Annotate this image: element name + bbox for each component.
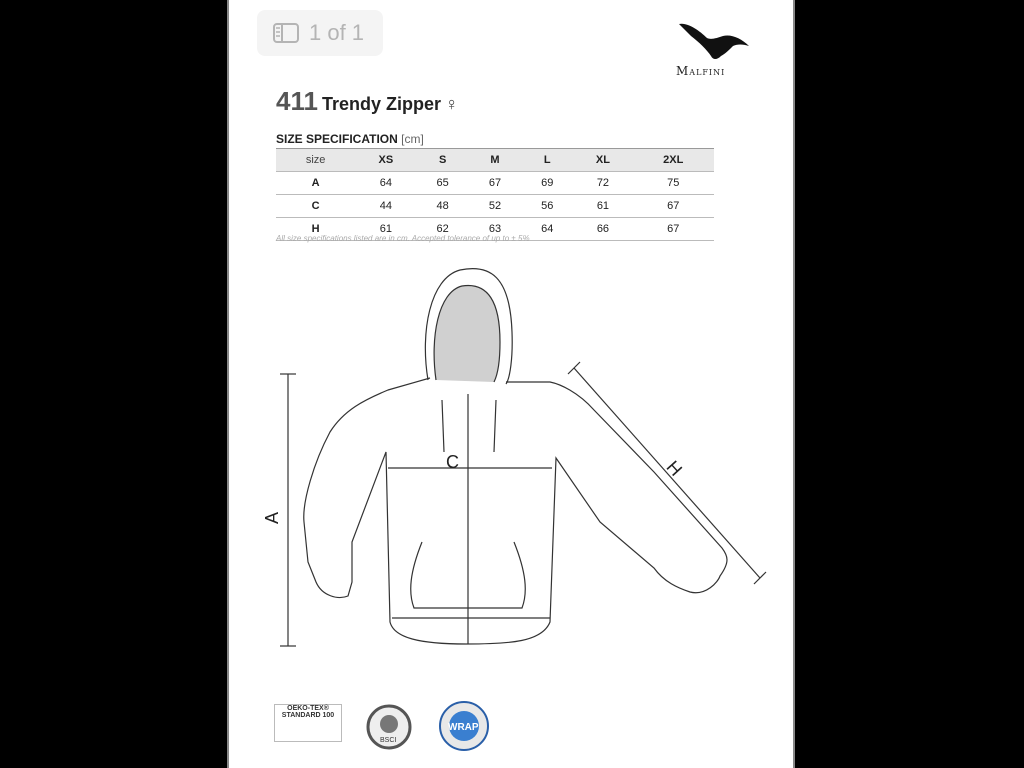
spec-unit: [cm] <box>401 132 424 146</box>
body-outline <box>304 378 727 644</box>
dimension-a-label: A <box>262 511 282 524</box>
table-cell: 56 <box>521 195 573 218</box>
product-title <box>276 86 458 117</box>
table-cell: 48 <box>416 195 468 218</box>
table-cell: 62 <box>416 218 468 241</box>
page-indicator[interactable] <box>257 10 383 56</box>
oeko-line2: STANDARD 100 <box>281 712 335 719</box>
table-cell: 65 <box>416 172 468 195</box>
female-symbol-icon: ♀ <box>444 94 459 114</box>
header-cell: XS <box>355 149 416 172</box>
table-cell: C <box>276 195 355 218</box>
size-table-header <box>276 149 714 172</box>
bsci-label: BSCI <box>380 737 397 744</box>
wrap-label: WRAP <box>448 722 479 733</box>
size-spec-heading <box>276 132 424 146</box>
table-cell: 67 <box>469 172 521 195</box>
table-cell: 64 <box>355 172 416 195</box>
table-cell: 69 <box>521 172 573 195</box>
table-cell: 75 <box>632 172 714 195</box>
table-cell: 64 <box>521 218 573 241</box>
brand-name: Malfini <box>676 64 726 78</box>
table-cell: 44 <box>355 195 416 218</box>
table-cell: 61 <box>573 195 632 218</box>
table-cell: 63 <box>469 218 521 241</box>
drawstring-right <box>494 400 496 452</box>
header-cell: L <box>521 149 573 172</box>
header-cell: XL <box>573 149 632 172</box>
jacket-diagram <box>260 262 780 652</box>
tolerance-note: All size specifications listed are in cm. Accepted tolerance of up to ± 5% <box>276 234 530 243</box>
table-cell: 66 <box>573 218 632 241</box>
table-row <box>276 172 714 195</box>
table-cell: H <box>276 218 355 241</box>
size-table <box>276 148 714 241</box>
spec-heading-text: SIZE SPECIFICATION <box>276 132 398 146</box>
wrap-badge-icon <box>436 700 492 752</box>
page-indicator-text: 1 of 1 <box>309 20 365 45</box>
table-cell: 67 <box>632 218 714 241</box>
table-cell: 72 <box>573 172 632 195</box>
product-number: 411 <box>276 86 318 116</box>
table-cell: A <box>276 172 355 195</box>
dimension-h-label: H <box>662 456 687 480</box>
sidebar-icon[interactable] <box>273 23 299 43</box>
table-row <box>276 195 714 218</box>
dimension-c-label: C <box>446 452 459 472</box>
oeko-tex-badge <box>274 704 342 742</box>
table-cell: 67 <box>632 195 714 218</box>
header-cell: 2XL <box>632 149 714 172</box>
bsci-badge-icon <box>366 704 412 750</box>
header-cell: S <box>416 149 468 172</box>
oeko-line1: OEKO-TEX® <box>287 705 329 712</box>
hood-inner <box>434 285 500 382</box>
table-cell: 61 <box>355 218 416 241</box>
table-cell: 52 <box>469 195 521 218</box>
product-name: Trendy Zipper <box>321 94 441 114</box>
header-cell: size <box>276 149 355 172</box>
drawstring-left <box>442 400 444 452</box>
header-cell: M <box>469 149 521 172</box>
